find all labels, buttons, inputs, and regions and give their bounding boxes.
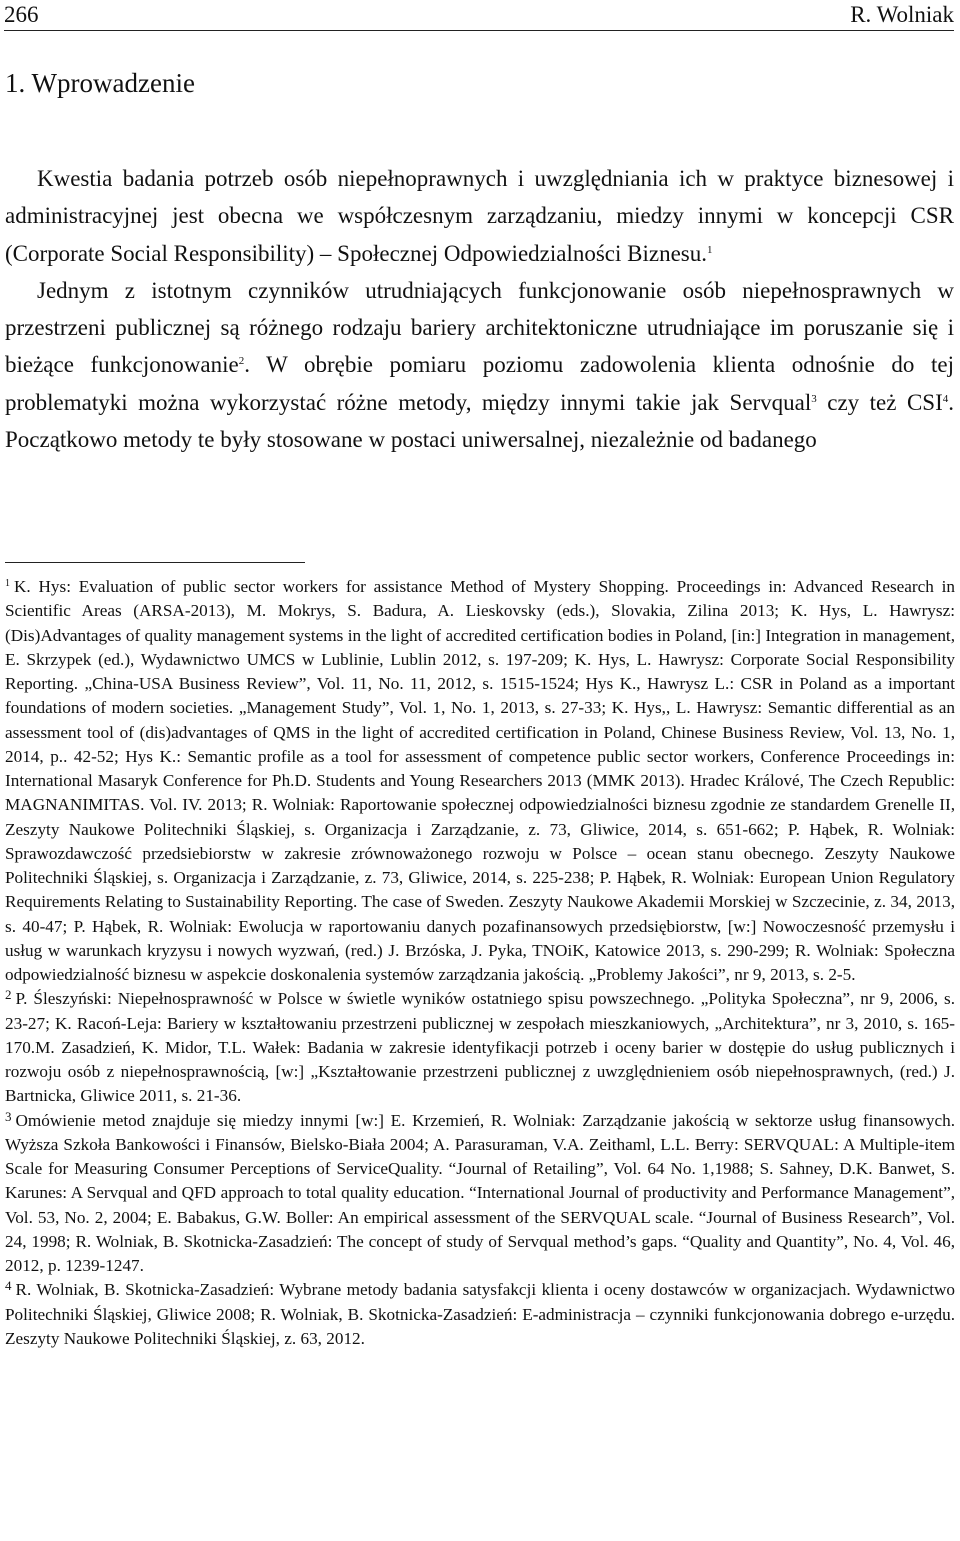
footnote-3: [5, 1109, 955, 1279]
footnote-mark: 1: [5, 578, 10, 589]
main-text: [5, 160, 954, 458]
footnotes: [5, 575, 955, 1351]
footnote-text: Omówienie metod znajduje się miedzy innymi [w:] E. Krzemień, R. Wolniak: Zarządzanie jakością w sektorze usług finansowych. Wyższa Szkoła Bankowości i Finansów, Bielsko-Biała 2004; A. Parasuraman, V.A. Zeithaml, L.L. Berry: SERVQUAL: A Multiple-item Scale for Measuring Consumer Perceptions of ServiceQuality. “Journal of Retailing”, Vol. 64 No. 1,1988; S. Sahney, D.K. Banwet, S. Karunes: A Servqual and QFD approach to total quality education. “International Journal of productivity and Performance Management”, Vol. 53, No. 2, 2004; E. Babakus, G.W. Boller: An empirical assessment of the SERVQUAL scale. “Journal of Business Research”, Vol. 24, 1998; R. Wolniak, B. Skotnicka-Zasadzień: The concept of study of Servqual method’s gaps. “Quality and Quantity”, No. 4, Vol. 46, 2012, p. 1239-1247.: [5, 1110, 955, 1275]
running-author: R. Wolniak: [850, 2, 954, 27]
paragraph-1: [5, 160, 954, 272]
footnote-text: R. Wolniak, B. Skotnicka-Zasadzień: Wybrane metody badania satysfakcji klienta i oceny dostawców w organizacjach. Wydawnictwo Politechniki Śląskiej, Gliwice 2008; R. Wolniak, B. Skotnicka-Zasadzień: E-administracja – czynniki funkcjonowania dobrego e-urzędu. Zeszyty Naukowe Politechniki Śląskiej, z. 63, 2012.: [5, 1280, 955, 1348]
paragraph-2-text-a: Jednym z istotnym czynników utrudniających funkcjonowanie osób niepełnosprawnych w przestrzeni publicznej są różnego rodzaju bariery architektoniczne utrudniające im poruszanie się i bieżące funkcjonowanie: [5, 277, 954, 378]
footnote-ref-1[interactable]: 1: [707, 243, 713, 256]
footnote-mark: 4: [5, 1278, 12, 1294]
footnote-1: [5, 575, 955, 987]
footnote-text: K. Hys: Evaluation of public sector workers for assistance Method of Mystery Shopping. Proceedings in: Advanced Research in Scientific Areas (ARSA-2013), M. Mokrys, S. Badura, A. Lieskovsky (eds.), Slovakia, Zilina 2013; K. Hys, L. Hawrysz: (Dis)Advantages of quality management systems in the light of accredited certification bodies in Poland, [in:] Integration in management, E. Skrzypek (ed.), Wydawnictwo UMCS w Lublinie, Lublin 2012, s. 197-209; K. Hys, L. Hawrysz: Corporate Social Responsibility Reporting. „China-USA Business Review”, Vol. 11, No. 11, 2012, s. 1515-1524; Hys K., Hawrysz L.: CSR in Poland as a important foundations of modern societies. „Management Study”, Vol. 1, No. 1, 2013, s. 27-33; K. Hys,, L. Hawrysz: Semantic differential as an assessment tool of (dis)advantages of QMS in the light of accredited certification in Poland, Chinese Business Review, Vol. 13, No. 1, 2014, p.. 42-52; Hys K.: Semantic profile as a tool for assessment of competence public sector workers, Conference Proceedings in: International Masaryk Conference for Ph.D. Students and Young Researchers 2013 (MMK 2013). Hradec Králové, The Czech Republic: MAGNANIMITAS. Vol. IV. 2013; R. Wolniak: Raportowanie społecznej odpowiedzialności biznesu zgodnie ze standardem Grenelle II, Zeszyty Naukowe Politechniki Śląskiej, s. Organizacja i Zarządzanie, z. 73, Gliwice, 2014, s. 651-662; P. Hąbek, R. Wolniak: Sprawozdawczość przedsiebiorstw w zakresie zrównoważonego rozwoju w Polsce – ocean stanu obecnego. Zeszyty Naukowe Politechniki Śląskiej, s. Organizacja i Zarządzanie, z. 73, Gliwice, 2014, s. 225-238; P. Hąbek, R. Wolniak: European Union Regulatory Requirements Relating to Sustainability Reporting. The case of Sweden. Zeszyty Naukowe Akademii Morskiej w Szczecinie, z. 34, 2013, s. 40-47; P. Hąbek, R. Wolniak: Ewolucja w raportowaniu danych pozafinansowych przedsiębiorstw, [w:] Nowoczesność przemysłu i usług w warunkach kryzysu i nowych wyzwań, (red.) J. Brzóska, J. Pyka, TNOiK, Katowice 2013, s. 290-299; R. Wolniak: Społeczna odpowiedzialność biznesu w aspekcie doskonalenia systemów zarządzania jakością. „Problemy Jakości”, nr 9, 2013, s. 2-5.: [5, 577, 955, 984]
footnote-ref-3[interactable]: 3: [811, 392, 817, 405]
footnote-4: [5, 1278, 955, 1351]
paragraph-2: [5, 272, 954, 458]
paragraph-2-text-b: . W obrębie pomiaru poziomu zadowolenia klienta odnośnie do tej problematyki można wykorzystać różne metody, między innymi takie jak Servqual: [5, 352, 954, 415]
footnote-text: P. Śleszyński: Niepełnosprawność w Polsce w świetle wyników ostatniego spisu powszechnego. „Polityka Społeczna”, nr 9, 2006, s. 23-27; K. Racoń-Leja: Bariery w kształtowaniu przestrzeni publicznej w zespołach mieszkaniowych, „Architektura”, nr 3, 2010, s. 165-170.M. Zasadzień, K. Midor, T.L. Wałek: Badania w zakresie identyfikacji potrzeb i oceny barier w dostępie do usług publicznych i rozwoju osób z niepełnosprawnością, [w:] „Kształtowanie przestrzeni publicznej z uwzględnieniem osób niepełnosprawnych, (red.) J. Bartnicka, Gliwice 2011, s. 21-36.: [5, 989, 955, 1106]
footnote-2: [5, 987, 955, 1108]
section-heading: 1. Wprowadzenie: [5, 68, 195, 98]
footnote-mark: 2: [5, 987, 12, 1003]
footnote-ref-2[interactable]: 2: [238, 355, 245, 368]
paragraph-2-text-c: czy też CSI: [816, 389, 943, 415]
paragraph-2-text-d: . Początkowo metody te były stosowane w postaci uniwersalnej, niezależnie od badanego: [5, 389, 954, 453]
footnote-separator: [5, 562, 305, 563]
footnote-ref-4[interactable]: 4: [942, 392, 949, 405]
page-number: 266: [4, 2, 39, 27]
running-header: [4, 0, 954, 31]
footnote-mark: 3: [5, 1108, 12, 1124]
paragraph-1-text: Kwestia badania potrzeb osób niepełnoprawnych i uwzględniania ich w praktyce biznesowej i administracyjnej jest obecna we współczesnym zarządzaniu, miedzy innymi w koncepcji CSR (Corporate Social Responsibility) – Społecznej Odpowiedzialności Biznesu.: [5, 166, 954, 266]
